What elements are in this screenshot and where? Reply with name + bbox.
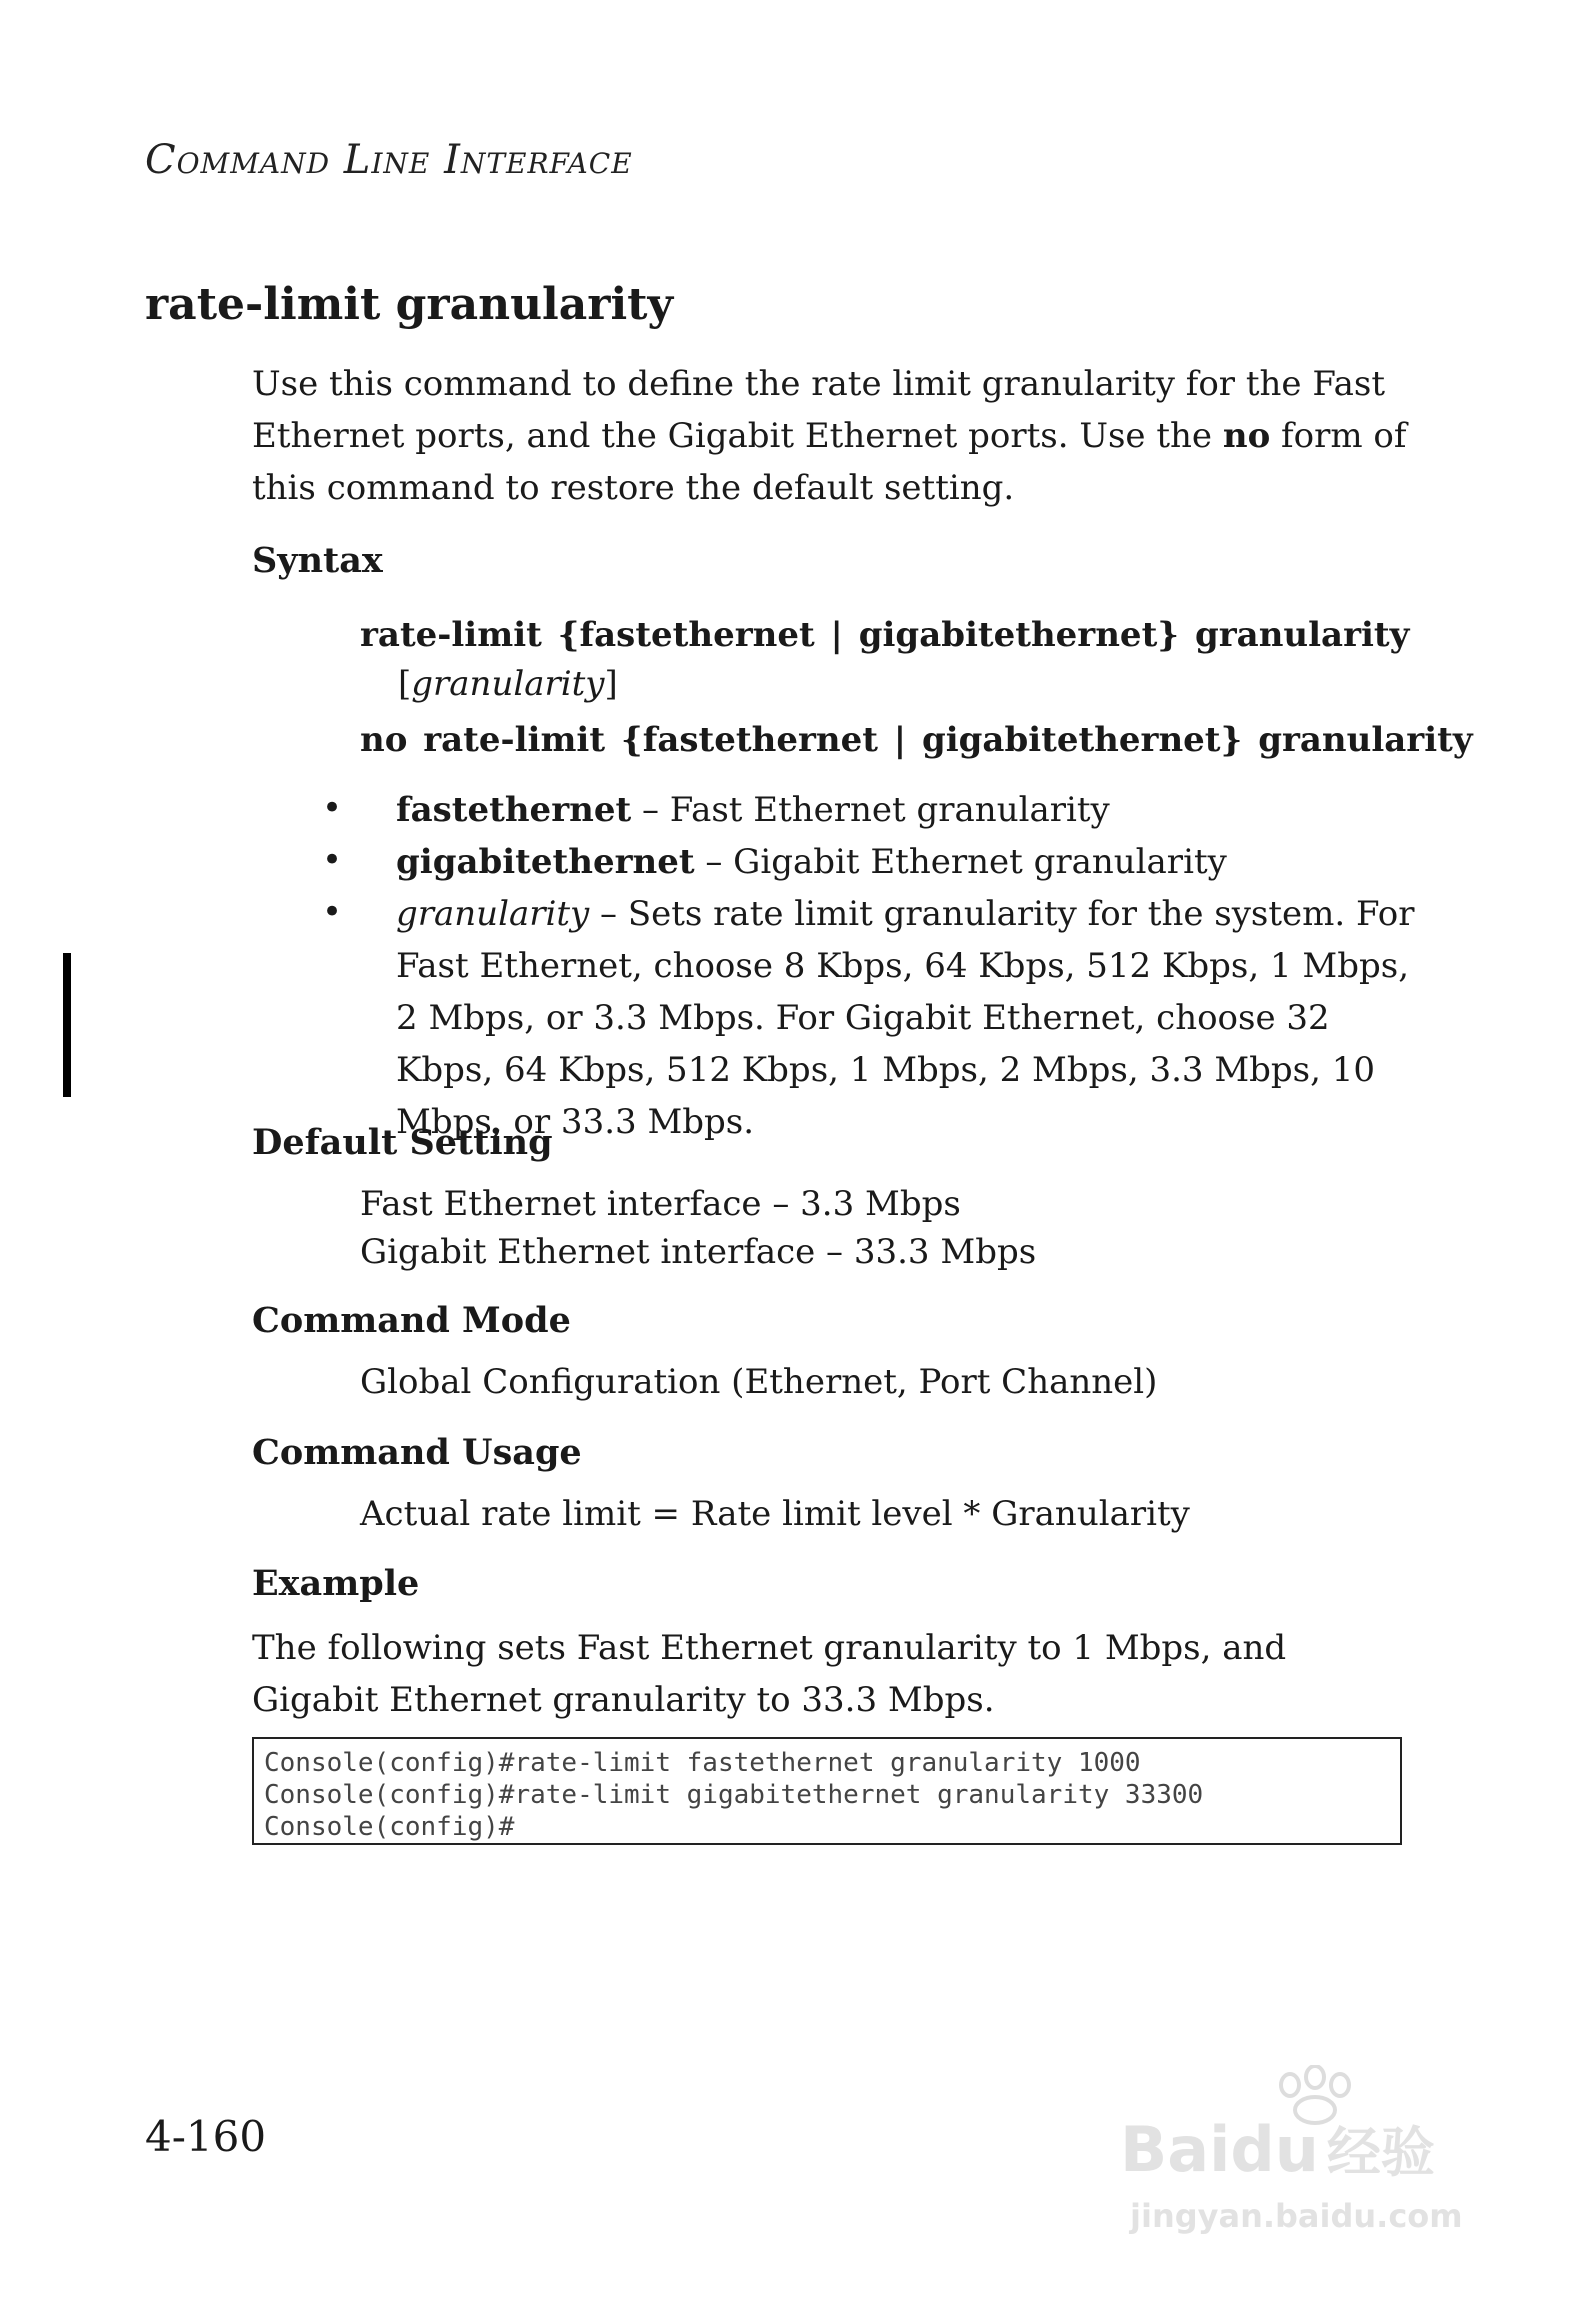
watermark-brand: Bai bbox=[1120, 2113, 1231, 2186]
page-number: 4-160 bbox=[145, 2112, 267, 2161]
command-mode-heading: Command Mode bbox=[252, 1300, 571, 1341]
default-setting-line-2: Gigabit Ethernet interface – 33.3 Mbps bbox=[360, 1232, 1037, 1272]
bullet-3: • bbox=[322, 892, 343, 932]
param-term: gigabitethernet bbox=[396, 842, 695, 882]
page-title: rate-limit granularity bbox=[145, 279, 674, 330]
watermark-cn: 经验 bbox=[1326, 2121, 1435, 2184]
intro-paragraph bbox=[252, 358, 1412, 514]
watermark-brand-du: du bbox=[1230, 2113, 1319, 2186]
bullet-2: • bbox=[322, 840, 343, 880]
code-example-box bbox=[252, 1737, 1402, 1845]
example-text: The following sets Fast Ethernet granularity to 1 Mbps, and Gigabit Ethernet granularity to 33.3 Mbps. bbox=[252, 1628, 1287, 1720]
param-term: fastethernet bbox=[396, 790, 632, 830]
intro-text-2: form of this command to restore the default setting. bbox=[252, 416, 1407, 508]
intro-keyword-no: no bbox=[1222, 416, 1271, 456]
example-heading: Example bbox=[252, 1563, 420, 1604]
param-desc: – Fast Ethernet granularity bbox=[631, 790, 1110, 830]
syntax-optional-param: [granularity] bbox=[398, 664, 618, 704]
default-setting-heading: Default Setting bbox=[252, 1122, 553, 1163]
param-term: granularity bbox=[396, 894, 590, 934]
intro-text-1: Use this command to define the rate limit granularity for the Fast Ethernet ports, and the Gigabit Ethernet ports. Use the bbox=[252, 364, 1386, 456]
command-usage-heading: Command Usage bbox=[252, 1432, 582, 1473]
syntax-line-1: rate-limit {fastethernet | gigabitethernet} granularity bbox=[360, 615, 1410, 655]
param-item-gigabitethernet bbox=[396, 836, 1426, 888]
syntax-param-granularity: granularity bbox=[411, 664, 605, 704]
param-item-fastethernet bbox=[396, 784, 1426, 836]
change-bar bbox=[63, 953, 71, 1097]
default-setting-line-1: Fast Ethernet interface – 3.3 Mbps bbox=[360, 1184, 961, 1224]
bullet-1: • bbox=[322, 788, 343, 828]
command-mode-text: Global Configuration (Ethernet, Port Channel) bbox=[360, 1362, 1158, 1402]
syntax-line-2: no rate-limit {fastethernet | gigabitethernet} granularity bbox=[360, 720, 1473, 760]
code-line: Console(config)#rate-limit gigabitethernet granularity 33300 bbox=[264, 1780, 1204, 1810]
param-item-granularity bbox=[396, 888, 1426, 1148]
code-line: Console(config)#rate-limit fastethernet granularity 1000 bbox=[264, 1748, 1141, 1778]
running-header: Command Line Interface bbox=[145, 137, 633, 183]
syntax-heading: Syntax bbox=[252, 540, 383, 581]
watermark-url: jingyan.baidu.com bbox=[1130, 2197, 1463, 2235]
baidu-jingyan-watermark bbox=[1120, 2065, 1490, 2245]
param-desc: – Gigabit Ethernet granularity bbox=[694, 842, 1227, 882]
param-desc: – Sets rate limit granularity for the system. For Fast Ethernet, choose 8 Kbps, 64 Kbps, 512 Kbps, 1 Mbps, 2 Mbps, or 3.3 Mbps. For Gigabit Ethernet, choose 32 Kbps, 64 Kbps, 512 Kbps, 1 Mbps, 2 Mbps, 3.3 Mbps, 10 Mbps, or 33.3 Mbps. bbox=[396, 894, 1415, 1142]
code-line: Console(config)# bbox=[264, 1812, 515, 1842]
command-usage-text: Actual rate limit = Rate limit level * Granularity bbox=[360, 1494, 1190, 1534]
